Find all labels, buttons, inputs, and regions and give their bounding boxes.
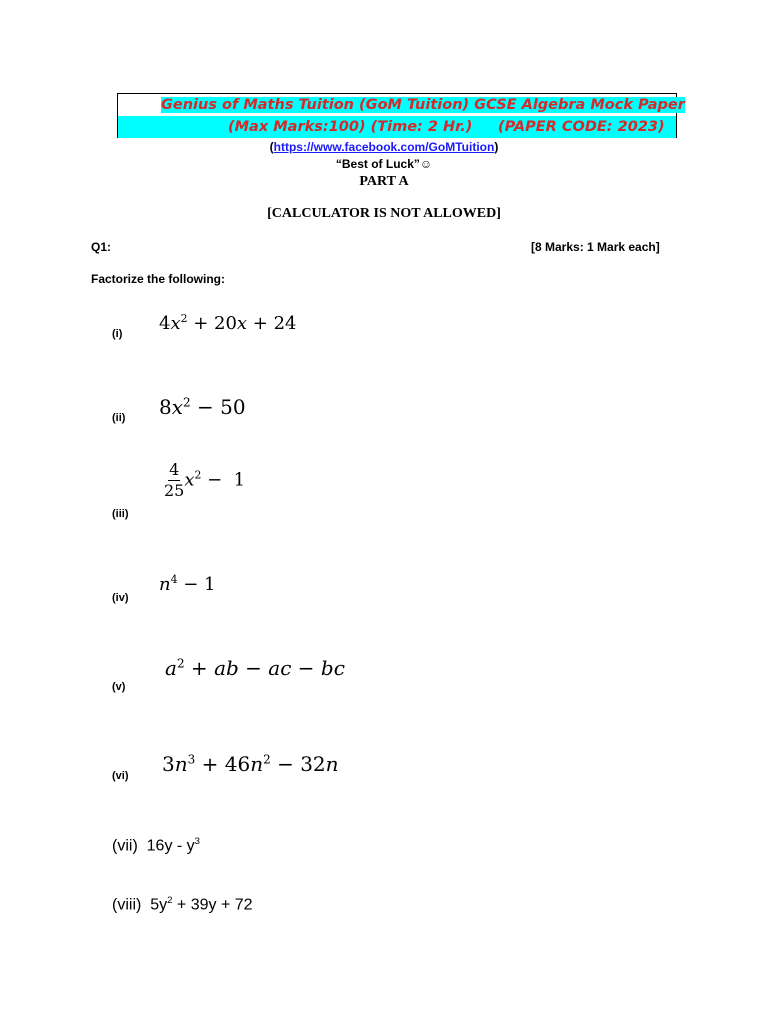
item-label: (iii) <box>112 508 129 520</box>
item-label: (viii) <box>112 896 142 914</box>
question-marks: [8 Marks: 1 Mark each] <box>531 240 660 254</box>
max-marks: (Max Marks:100) (Time: 2 Hr.) <box>228 119 473 135</box>
expression-viii-a: 5y <box>150 896 168 914</box>
facebook-link[interactable]: https://www.facebook.com/GoMTuition <box>273 140 495 154</box>
question-instruction: Factorize the following: <box>91 272 225 286</box>
item-label: (v) <box>112 681 126 693</box>
item-viii: (viii) $5y^2 + 39y + 72$ <box>112 895 253 914</box>
header-info-row <box>118 116 676 138</box>
expression-iii: $\frac{4}{25}$ $x^2 - 1$ <box>164 460 246 500</box>
expression-v: $a^2$ + ab − ac − bc <box>165 656 345 680</box>
best-of-luck: “Best of Luck”☺ <box>335 157 433 171</box>
expression-vii: 16y - y <box>146 837 195 855</box>
item-label: (i) <box>112 328 123 340</box>
expression-viii-b: + 39y + 72 <box>172 896 253 914</box>
paper-code: (PAPER CODE: 2023) <box>498 119 665 135</box>
part-title: PART A <box>359 174 409 189</box>
expression-i: $4x^2 + 20x + 24$ <box>159 312 297 334</box>
header-title-row <box>118 94 685 117</box>
item-label: (iv) <box>112 592 129 604</box>
header-title: Genius of Maths Tuition (GoM Tuition) GCSE Algebra Mock Paper <box>161 97 685 113</box>
expression-iv: $n^4 - 1$ <box>159 573 216 595</box>
fraction-4-25: $\frac{4}{25}$ <box>164 460 185 500</box>
item-vii: (vii) $16y - y^3$ <box>112 836 201 855</box>
item-label: (ii) <box>112 412 126 424</box>
expression-ii: $8x^2 - 50$ <box>159 395 246 419</box>
question-number: Q1: <box>91 240 112 254</box>
item-label: (vi) <box>112 770 129 782</box>
header-box <box>117 93 685 138</box>
item-label: (vii) <box>112 837 138 855</box>
facebook-link-line: (https://www.facebook.com/GoMTuition) <box>269 140 499 154</box>
calculator-note: [CALCULATOR IS NOT ALLOWED] <box>267 206 501 221</box>
expression-vi: $3n^3 + 46n^2 - 32n$ <box>162 752 339 776</box>
